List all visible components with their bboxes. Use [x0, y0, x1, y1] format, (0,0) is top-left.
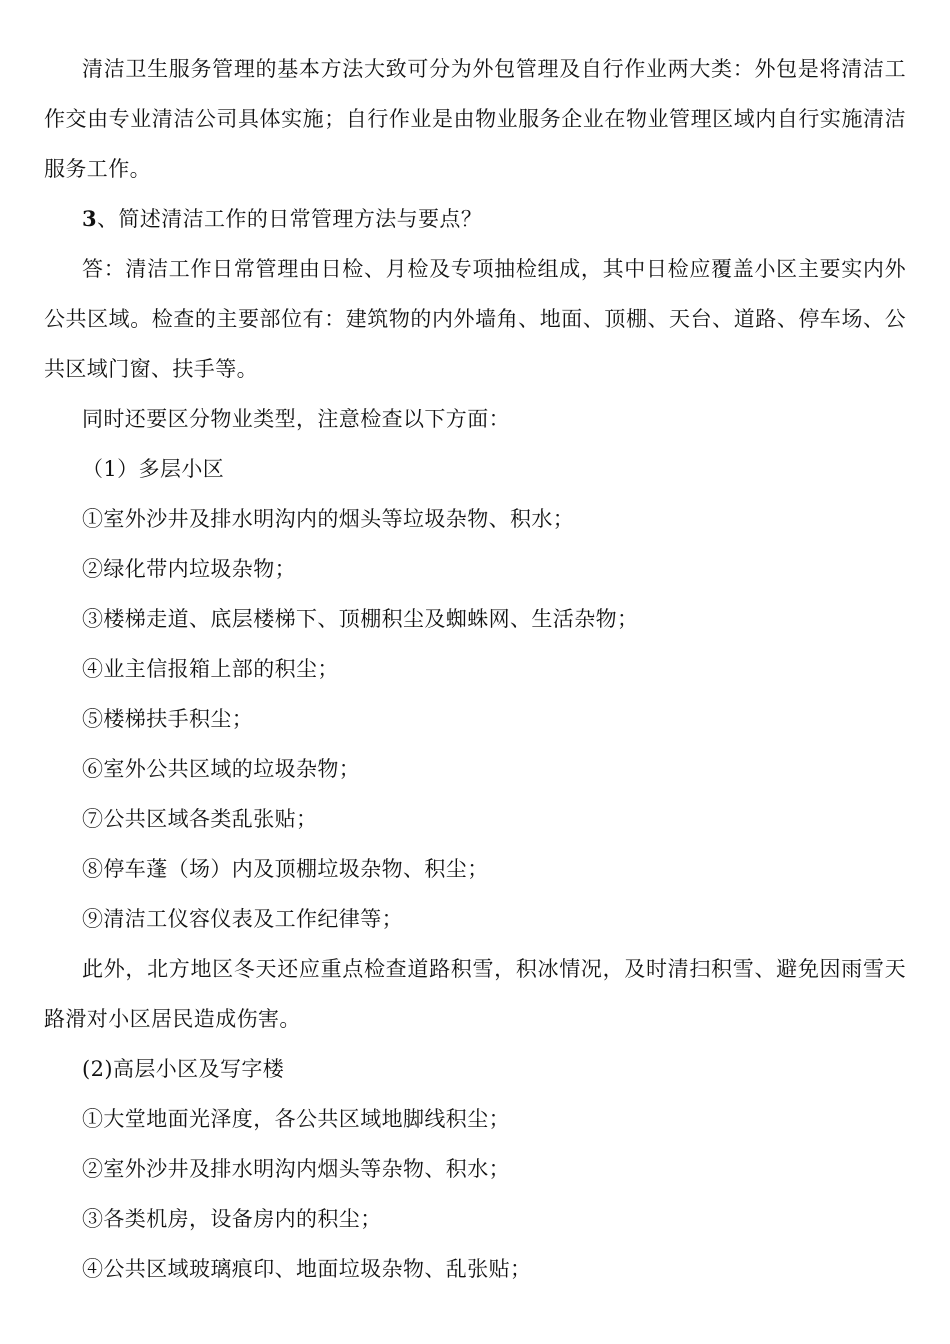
list-item: ④公共区域玻璃痕印、地面垃圾杂物、乱张贴；	[82, 1257, 532, 1281]
question-number: 3	[82, 206, 98, 231]
intro-paragraph: 清洁卫生服务管理的基本方法大致可分为外包管理及自行作业两大类：外包是将清洁工作交由专业清洁公司具体实施；自行作业是由物业服务企业在物业管理区域内自行实施清洁服务工作。	[44, 57, 906, 181]
list-item: ④业主信报箱上部的积尘；	[82, 657, 339, 681]
section1-title: （1）多层小区	[82, 457, 225, 481]
list-item: ③各类机房，设备房内的积尘；	[82, 1207, 382, 1231]
question-heading	[44, 194, 906, 244]
question-text: 、简述清洁工作的日常管理方法与要点？	[97, 207, 483, 231]
list-item: ⑦公共区域各类乱张贴；	[82, 807, 318, 831]
list-item: ⑥室外公共区域的垃圾杂物；	[82, 757, 361, 781]
list-item: ②室外沙井及排水明沟内烟头等杂物、积水；	[82, 1157, 510, 1181]
list-item: ⑨清洁工仪容仪表及工作纪律等；	[82, 907, 403, 931]
list-item: ③楼梯走道、底层楼梯下、顶棚积尘及蜘蛛网、生活杂物；	[82, 607, 639, 631]
north-region-paragraph: 此外，北方地区冬天还应重点检查道路积雪，积冰情况，及时清扫积雪、避免因雨雪天路滑对小区居民造成伤害。	[44, 957, 906, 1031]
answer-paragraph: 答：清洁工作日常管理由日检、月检及专项抽检组成，其中日检应覆盖小区主要实内外公共区域。检查的主要部位有：建筑物的内外墙角、地面、顶棚、天台、道路、停车场、公共区域门窗、扶手等。	[44, 257, 906, 381]
list-item: ⑤楼梯扶手积尘；	[82, 707, 254, 731]
list-item: ②绿化带内垃圾杂物；	[82, 557, 296, 581]
list-item: ①室外沙井及排水明沟内的烟头等垃圾杂物、积水；	[82, 507, 575, 531]
section2-title: (2)高层小区及写字楼	[82, 1057, 285, 1081]
list-item: ⑧停车蓬（场）内及顶棚垃圾杂物、积尘；	[82, 857, 489, 881]
list-item: ①大堂地面光泽度，各公共区域地脚线积尘；	[82, 1107, 510, 1131]
also-check-line: 同时还要区分物业类型，注意检查以下方面：	[82, 407, 510, 431]
